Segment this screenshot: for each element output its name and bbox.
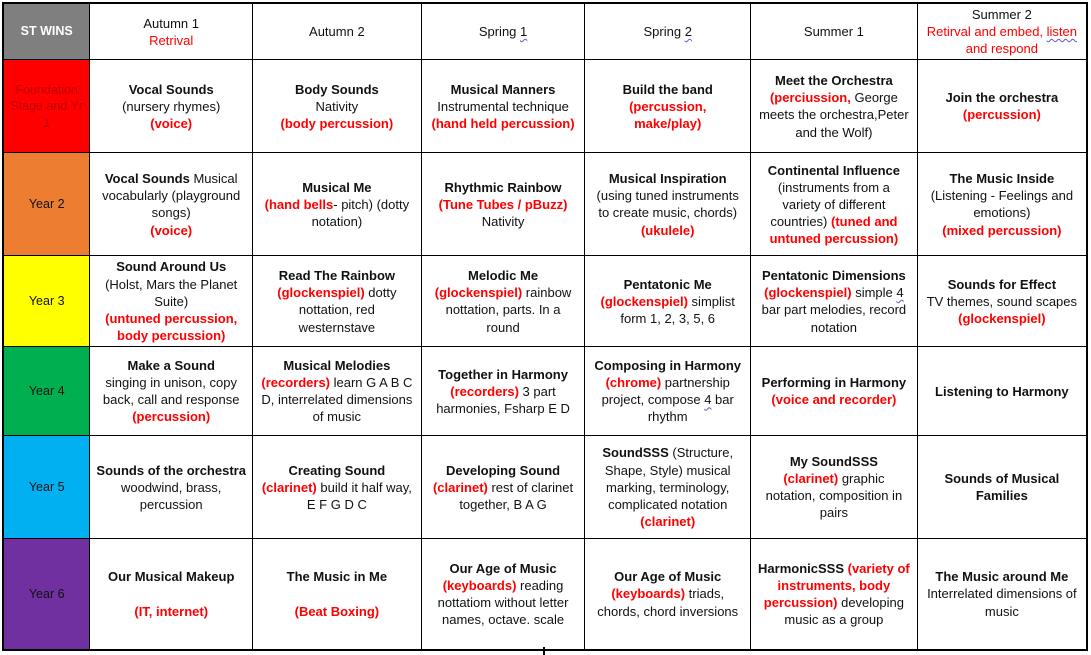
- cell-year4-summer-2: Listening to Harmony: [917, 347, 1087, 436]
- cell-year2-autumn-1: Vocal Sounds Musical vocabularly (playground songs) (voice): [90, 153, 253, 256]
- cell-foundation-autumn-1: Vocal Sounds (nursery rhymes) (voice): [90, 60, 253, 153]
- row-label-year-2: Year 2: [3, 153, 90, 256]
- cell-year3-summer-1: Pentatonic Dimensions (glockenspiel) simple 4 bar part melodies, record notation: [751, 256, 918, 347]
- cell-year3-spring-1: Melodic Me (glockenspiel) rainbow nottation, parts. In a round: [421, 256, 585, 347]
- table-row-year-3: [3, 256, 1087, 347]
- cell-year3-summer-2: Sounds for Effect TV themes, sound scapes (glockenspiel): [917, 256, 1087, 347]
- cell-foundation-autumn-2: Body Sounds Nativity (body percussion): [253, 60, 422, 153]
- cell-year5-autumn-2: Creating Sound (clarinet) build it half way, E F G D C: [253, 436, 422, 539]
- header-row: [3, 3, 1087, 60]
- row-label-year-5: Year 5: [3, 436, 90, 539]
- cell-year5-summer-2: Sounds of Musical Families: [917, 436, 1087, 539]
- cell-year6-autumn-1: Our Musical Makeup (IT, internet): [90, 539, 253, 650]
- table-row-year-5: [3, 436, 1087, 539]
- column-header-summer-1: Summer 1: [751, 3, 918, 60]
- column-header-autumn-2: Autumn 2: [253, 3, 422, 60]
- cell-foundation-summer-2: Join the orchestra (percussion): [917, 60, 1087, 153]
- column-header-autumn-1: Autumn 1 Retrival: [90, 3, 253, 60]
- cell-foundation-summer-1: Meet the Orchestra (perciussion, George meets the orchestra,Peter and the Wolf): [751, 60, 918, 153]
- cell-year6-autumn-2: The Music in Me (Beat Boxing): [253, 539, 422, 650]
- cell-year2-autumn-2: Musical Me (hand bells- pitch) (dotty notation): [253, 153, 422, 256]
- cell-foundation-spring-1: Musical Manners Instrumental technique (hand held percussion): [421, 60, 585, 153]
- cell-year2-spring-2: Musical Inspiration (using tuned instruments to create music, chords) (ukulele): [585, 153, 751, 256]
- cell-year3-spring-2: Pentatonic Me (glockenspiel) simplist form 1, 2, 3, 5, 6: [585, 256, 751, 347]
- table-row-year-4: [3, 347, 1087, 436]
- row-label-year-3: Year 3: [3, 256, 90, 347]
- cell-year6-spring-2: Our Age of Music (keyboards) triads, chords, chord inversions: [585, 539, 751, 650]
- cell-year4-spring-2: Composing in Harmony (chrome) partnership project, compose 4 bar rhythm: [585, 347, 751, 436]
- column-header-spring-2: Spring 2: [585, 3, 751, 60]
- cell-year6-spring-1: Our Age of Music (keyboards) reading nottatiom without letter names, octave. scale: [421, 539, 585, 650]
- cell-year3-autumn-1: Sound Around Us (Holst, Mars the Planet Suite) (untuned percussion, body percussion): [90, 256, 253, 347]
- cell-year4-autumn-1: Make a Sound singing in unison, copy back, call and response (percussion): [90, 347, 253, 436]
- cell-year4-summer-1: Performing in Harmony (voice and recorder): [751, 347, 918, 436]
- column-header-summer-2: Summer 2 Retirval and embed, listen and respond: [917, 3, 1087, 60]
- row-label-year-6: Year 6: [3, 539, 90, 650]
- music-curriculum-table: [2, 2, 1088, 651]
- cell-year5-autumn-1: Sounds of the orchestra woodwind, brass, percussion: [90, 436, 253, 539]
- row-label-year-4: Year 4: [3, 347, 90, 436]
- cell-year6-summer-2: The Music around Me Interrelated dimensions of music: [917, 539, 1087, 650]
- cell-year4-spring-1: Together in Harmony (recorders) 3 part harmonies, Fsharp E D: [421, 347, 585, 436]
- table-row-year-2: [3, 153, 1087, 256]
- cell-year2-spring-1: Rhythmic Rainbow (Tune Tubes / pBuzz) Nativity: [421, 153, 585, 256]
- cell-year3-autumn-2: Read The Rainbow (glockenspiel) dotty nottation, red westernstave: [253, 256, 422, 347]
- cell-year5-spring-1: Developing Sound (clarinet) rest of clarinet together, B A G: [421, 436, 585, 539]
- row-label-foundation-yr1: Foundation Stage and Yr 1: [3, 60, 90, 153]
- next-table-border-mark: [543, 647, 545, 655]
- cell-year5-summer-1: My SoundSSS (clarinet) graphic notation, composition in pairs: [751, 436, 918, 539]
- column-header-spring-1: Spring 1: [421, 3, 585, 60]
- table-row-foundation-yr1: [3, 60, 1087, 153]
- cell-year2-summer-2: The Music Inside (Listening - Feelings and emotions) (mixed percussion): [917, 153, 1087, 256]
- table-row-year-6: [3, 539, 1087, 650]
- cell-foundation-spring-2: Build the band (percussion, make/play): [585, 60, 751, 153]
- cell-year4-autumn-2: Musical Melodies (recorders) learn G A B C D, interrelated dimensions of music: [253, 347, 422, 436]
- table-corner-st-wins: ST WINS: [3, 3, 90, 60]
- cell-year6-summer-1: HarmonicSSS (variety of instruments, body percussion) developing music as a group: [751, 539, 918, 650]
- cell-year5-spring-2: SoundSSS (Structure, Shape, Style) musical marking, terminology, complicated notation (clarinet): [585, 436, 751, 539]
- cell-year2-summer-1: Continental Influence (instruments from a variety of different countries) (tuned and untuned percussion): [751, 153, 918, 256]
